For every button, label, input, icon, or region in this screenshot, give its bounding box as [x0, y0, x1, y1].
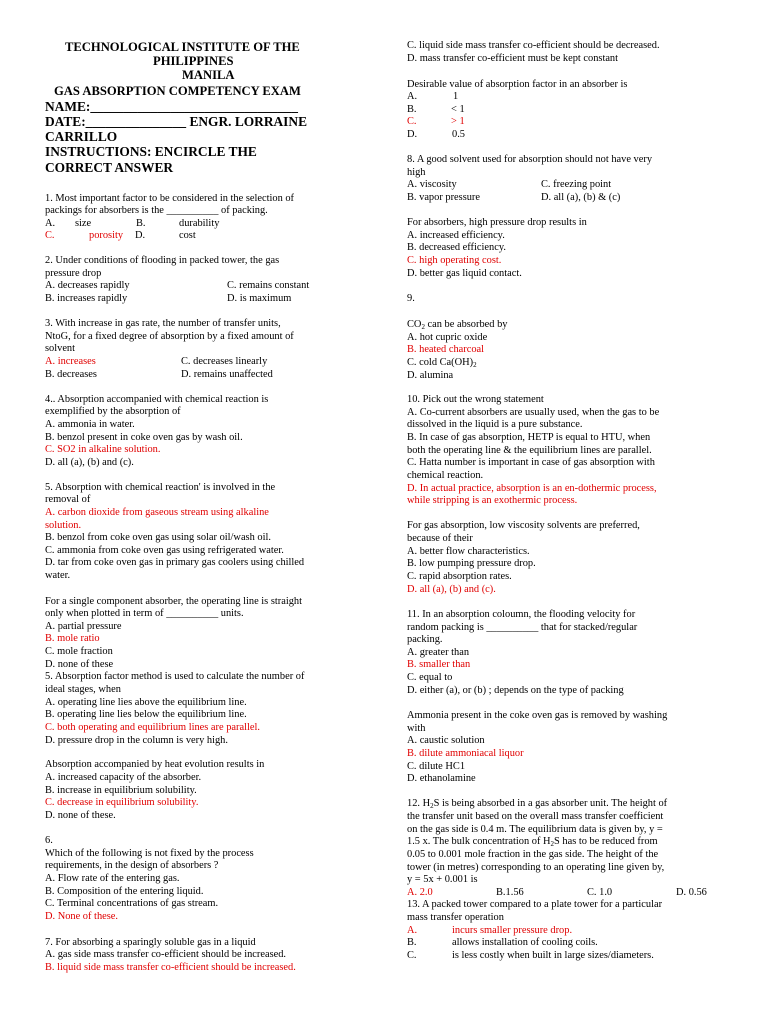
option-correct[interactable]: A. 2.0 [407, 887, 433, 898]
question-text: 7. For absorbing a sparingly soluble gas in a liquid [45, 937, 256, 948]
question-number: 6. [45, 835, 53, 846]
option[interactable]: B. increase in equilibrium solubility. [45, 785, 197, 796]
option[interactable]: B. operating line lies below the equilibrium line. [45, 709, 247, 720]
question-text: random packing is __________ that for stacked/regular [407, 622, 638, 633]
option[interactable]: C. remains constant [227, 280, 310, 291]
option[interactable]: A. hot cupric oxide [407, 332, 488, 343]
question-text: y = 5x + 0.001 is [407, 874, 478, 885]
question-text: Ammonia present in the coke oven gas is removed by washing [407, 710, 668, 721]
option[interactable]: C. 1.0 [587, 887, 613, 898]
option-correct[interactable]: C. high operating cost. [407, 255, 502, 266]
name-field: NAME:_______________________________ [45, 99, 298, 114]
question-text: 11. In an absorption coloumn, the flooding velocity for [407, 609, 636, 620]
option[interactable]: both the operating line & the equilibrium lines are parallel. [407, 445, 652, 456]
question-text: pressure drop [45, 268, 102, 279]
question-text: 1. Most important factor to be considered in the selection of [45, 193, 295, 204]
question-text: removal of [45, 494, 91, 505]
question-text: 12. $H_2S$ is being absorbed in a gas absorber unit. The height of [407, 798, 668, 810]
question-text: on the gas side is 0.4 m. The equilibrium data is given by, y = [407, 824, 663, 835]
option-correct[interactable]: while stripping is an exothermic process. [407, 495, 578, 506]
option[interactable]: A. gas side mass transfer co-efficient should be increased. [45, 949, 287, 960]
question-text: 8. A good solvent used for absorption should not have very [407, 154, 653, 165]
option[interactable]: C. mole fraction [45, 646, 113, 657]
option[interactable]: A. better flow characteristics. [407, 546, 530, 557]
option[interactable]: C. ammonia from coke oven gas using refrigerated water. [45, 545, 284, 556]
option[interactable]: D. none of these [45, 659, 114, 670]
option[interactable]: C. liquid side mass transfer co-efficient should be decreased. [407, 40, 660, 51]
option[interactable]: A. partial pressure [45, 621, 122, 632]
instructor-name: CARRILLO [45, 129, 118, 144]
option-letter[interactable]: B. [136, 218, 146, 229]
option[interactable]: B. Composition of the entering liquid. [45, 886, 204, 897]
option[interactable]: D. 0.5 [407, 129, 465, 140]
question-text: exemplified by the absorption of [45, 406, 181, 417]
option-correct[interactable]: C. decrease in equilibrium solubility. [45, 797, 199, 808]
option[interactable]: B.1.56 [496, 887, 524, 898]
question-text: 13. A packed tower compared to a plate tower for a particular [407, 899, 663, 910]
option[interactable]: A. Flow rate of the entering gas. [45, 873, 180, 884]
question-text: the transfer unit based on the overall mass transfer coefficient [407, 811, 664, 822]
option-correct[interactable]: A. increases [45, 356, 96, 367]
question-text: $CO_2$ can be absorbed by [407, 319, 508, 331]
option-correct[interactable]: B. mole ratio [45, 633, 100, 644]
option-letter[interactable]: D. [135, 230, 146, 241]
option[interactable]: A. increased efficiency. [407, 230, 505, 241]
exam-title: GAS ABSORPTION COMPETENCY EXAM [54, 84, 301, 98]
option[interactable]: D. 0.56 [676, 887, 707, 898]
option[interactable]: A. greater than [407, 647, 470, 658]
option[interactable]: A. 1 [407, 91, 459, 102]
option[interactable]: D. ethanolamine [407, 773, 476, 784]
option[interactable]: D. tar from coke oven gas in primary gas coolers using chilled [45, 557, 305, 568]
question-text: packing. [407, 634, 443, 645]
option[interactable]: A. viscosity [407, 179, 457, 190]
question-text: 5. Absorption with chemical reaction' is involved in the [45, 482, 276, 493]
option[interactable]: D. better gas liquid contact. [407, 268, 522, 279]
question-text: 1.5 x. The bulk concentration of $H_2S$ has to be reduced from [407, 836, 658, 848]
option[interactable]: D. mass transfer co-efficient must be kept constant [407, 53, 619, 64]
option[interactable]: A. caustic solution [407, 735, 485, 746]
option[interactable]: A. Co-current absorbers are usually used, when the gas to be [407, 407, 660, 418]
question-text: 4.. Absorption accompanied with chemical reaction is [45, 394, 269, 405]
question-text: Which of the following is not fixed by the process [45, 848, 254, 859]
question-text: mass transfer operation [407, 912, 504, 923]
option[interactable]: C. rapid absorption rates. [407, 571, 512, 582]
option-letter-correct[interactable]: C. [45, 230, 55, 241]
question-text: packings for absorbers is the __________ of packing. [45, 205, 268, 216]
option[interactable]: D. is maximum [227, 293, 292, 304]
question-text: Desirable value of absorption factor in an absorber is [407, 79, 628, 90]
option[interactable]: C. cold $Ca(OH)_2$ [407, 357, 477, 369]
option[interactable]: B. allows installation of cooling coils. [407, 937, 598, 948]
option[interactable]: chemical reaction. [407, 470, 484, 481]
option[interactable]: A. ammonia in water. [45, 419, 135, 430]
option[interactable]: D. pressure drop in the column is very high. [45, 735, 228, 746]
option-correct[interactable]: D. In actual practice, absorption is an en-dothermic process, [407, 483, 657, 494]
option-correct[interactable]: B. dilute ammoniacal liquor [407, 748, 524, 759]
option-correct[interactable]: solution. [45, 520, 82, 531]
option[interactable]: B. increases rapidly [45, 293, 128, 304]
option-correct[interactable]: B. liquid side mass transfer co-efficient should be increased. [45, 962, 296, 973]
option[interactable]: D. none of these. [45, 810, 116, 821]
option[interactable]: A. increased capacity of the absorber. [45, 772, 202, 783]
option[interactable]: A. decreases rapidly [45, 280, 130, 291]
question-text: 10. Pick out the wrong statement [407, 394, 544, 405]
question-text: 2. Under conditions of flooding in packed tower, the gas [45, 255, 280, 266]
instructions-cont: CORRECT ANSWER [45, 160, 174, 175]
option[interactable]: C. Terminal concentrations of gas stream. [45, 898, 219, 909]
option-text-correct[interactable]: porosity [89, 230, 124, 241]
option-correct[interactable]: D. all (a), (b) and (c). [407, 584, 496, 595]
question-text: Absorption accompanied by heat evolution results in [45, 759, 265, 770]
question-text: only when plotted in term of __________ units. [45, 608, 244, 619]
option-correct[interactable]: A. carbon dioxide from gaseous stream using alkaline [45, 507, 269, 518]
option[interactable]: C. decreases linearly [181, 356, 268, 367]
question-text: For absorbers, high pressure drop results in [407, 217, 587, 228]
option[interactable]: C. Hatta number is important in case of gas absorption with [407, 457, 655, 468]
option[interactable]: B. decreased efficiency. [407, 242, 506, 253]
option[interactable]: B. low pumping pressure drop. [407, 558, 536, 569]
question-text: with [407, 723, 426, 734]
option-correct[interactable]: B. heated charcoal [407, 344, 485, 355]
option[interactable]: B. decreases [45, 369, 97, 380]
option[interactable]: D. all (a), (b) and (c). [45, 457, 134, 468]
option[interactable]: C. is less costly when built in large sizes/diameters. [407, 950, 654, 961]
option[interactable]: D. remains unaffected [181, 369, 273, 380]
option[interactable]: A. operating line lies above the equilibrium line. [45, 697, 247, 708]
option-text[interactable]: cost [179, 230, 196, 241]
question-text: solvent [45, 343, 76, 354]
option-letter[interactable]: A. [45, 218, 56, 229]
question-text: 3. With increase in gas rate, the number of transfer units, [45, 318, 281, 329]
question-text: requirements, in the design of absorbers ? [45, 860, 219, 871]
option[interactable]: C. equal to [407, 672, 453, 683]
question-text: For gas absorption, low viscosity solvents are preferred, [407, 520, 640, 531]
option[interactable]: water. [45, 570, 71, 581]
option-correct[interactable]: C. > 1 [407, 116, 465, 127]
question-text: 0.05 to 0.001 mole fraction in the gas side. The height of the [407, 849, 659, 860]
option-correct[interactable]: C. SO2 in alkaline solution. [45, 444, 161, 455]
date-field: DATE:_______________ ENGR. LORRAINE [45, 114, 307, 129]
institute-country: PHILIPPINES [153, 54, 234, 68]
question-text: 5. Absorption factor method is used to calculate the number of [45, 671, 305, 682]
option-text[interactable]: size [75, 218, 92, 229]
option[interactable]: C. dilute HC1 [407, 761, 466, 772]
option[interactable]: D. either (a), or (b) ; depends on the type of packing [407, 685, 624, 696]
question-text: For a single component absorber, the operating line is straight [45, 596, 302, 607]
question-text: NtoG, for a fixed degree of absorption by a fixed amount of [45, 331, 294, 342]
instructions: INSTRUCTIONS: ENCIRCLE THE [45, 144, 257, 159]
option[interactable]: D. alumina [407, 370, 454, 381]
question-text: because of their [407, 533, 473, 544]
question-text: ideal stages, when [45, 684, 121, 695]
institute-name: TECHNOLOGICAL INSTITUTE OF THE [65, 40, 300, 54]
question-text: tower (in metres) corresponding to an operating line given by, [407, 862, 665, 873]
option[interactable]: B. < 1 [407, 104, 465, 115]
institute-city: MANILA [182, 68, 235, 82]
question-number: 9. [407, 293, 415, 304]
option[interactable]: B. vapor pressure [407, 192, 481, 203]
option-correct[interactable]: C. both operating and equilibrium lines are parallel. [45, 722, 260, 733]
option[interactable]: dissolved in the liquid is a pure substance. [407, 419, 583, 430]
option-correct[interactable]: B. smaller than [407, 659, 471, 670]
option-correct[interactable]: D. None of these. [45, 911, 119, 922]
question-text: high [407, 167, 426, 178]
option[interactable]: C. freezing point [541, 179, 612, 190]
option[interactable]: B. benzol from coke oven gas using solar oil/wash oil. [45, 532, 271, 543]
option-correct[interactable]: A. incurs smaller pressure drop. [407, 925, 573, 936]
option[interactable]: D. all (a), (b) & (c) [541, 192, 621, 203]
option[interactable]: B. benzol present in coke oven gas by wash oil. [45, 432, 243, 443]
option-text[interactable]: durability [179, 218, 220, 229]
option[interactable]: B. In case of gas absorption, HETP is equal to HTU, when [407, 432, 651, 443]
